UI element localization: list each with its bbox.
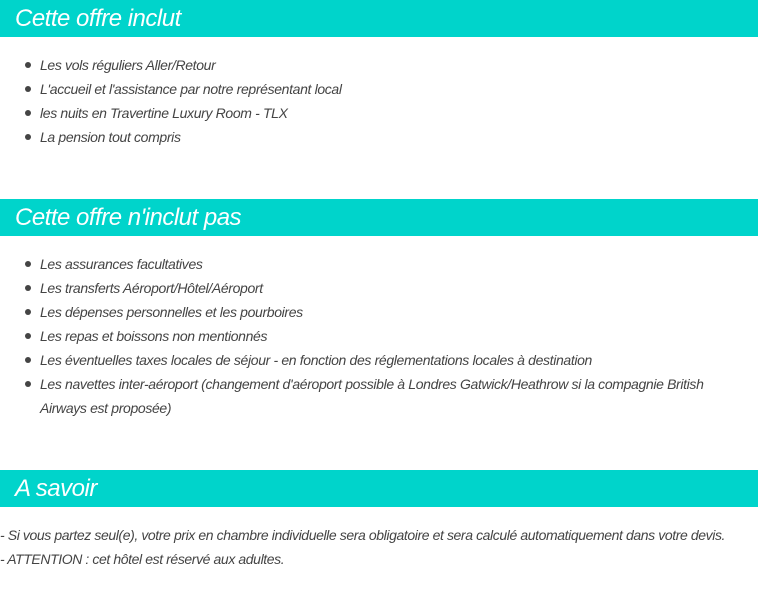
list-item: les nuits en Travertine Luxury Room - TLX — [0, 101, 720, 125]
list-item: Les assurances facultatives — [0, 252, 720, 276]
section-not-included — [0, 199, 758, 416]
bullet-icon — [25, 285, 31, 291]
bullet-icon — [25, 261, 31, 267]
section-title: Cette offre inclut — [0, 0, 758, 37]
list-item: Les éventuelles taxes locales de séjour - en fonction des réglementations locales à destination — [0, 348, 720, 372]
bullet-icon — [25, 110, 31, 116]
bullet-icon — [25, 86, 31, 92]
list-item: La pension tout compris — [0, 125, 720, 149]
list-item: Les repas et boissons non mentionnés — [0, 324, 720, 348]
bullet-icon — [25, 62, 31, 68]
not-included-list — [0, 252, 720, 420]
section-good-to-know — [0, 470, 758, 567]
section-title: A savoir — [0, 470, 758, 507]
notes — [0, 523, 756, 571]
included-list — [0, 53, 720, 149]
list-item: L'accueil et l'assistance par notre représentant local — [0, 77, 720, 101]
list-item: Les navettes inter-aéroport (changement d'aéroport possible à Londres Gatwick/Heathrow si la compagnie British Airways est proposée) — [0, 372, 720, 420]
bullet-icon — [25, 381, 31, 387]
bullet-icon — [25, 134, 31, 140]
bullet-icon — [25, 333, 31, 339]
note-line: - ATTENTION : cet hôtel est réservé aux adultes. — [0, 551, 285, 567]
list-item: Les vols réguliers Aller/Retour — [0, 53, 720, 77]
section-included — [0, 0, 758, 145]
section-title: Cette offre n'inclut pas — [0, 199, 758, 236]
list-item: Les dépenses personnelles et les pourboires — [0, 300, 720, 324]
bullet-icon — [25, 309, 31, 315]
list-item: Les transferts Aéroport/Hôtel/Aéroport — [0, 276, 720, 300]
bullet-icon — [25, 357, 31, 363]
note-line: - Si vous partez seul(e), votre prix en chambre individuelle sera obligatoire et sera calculé automatiquement dans votre devis. — [0, 527, 726, 543]
